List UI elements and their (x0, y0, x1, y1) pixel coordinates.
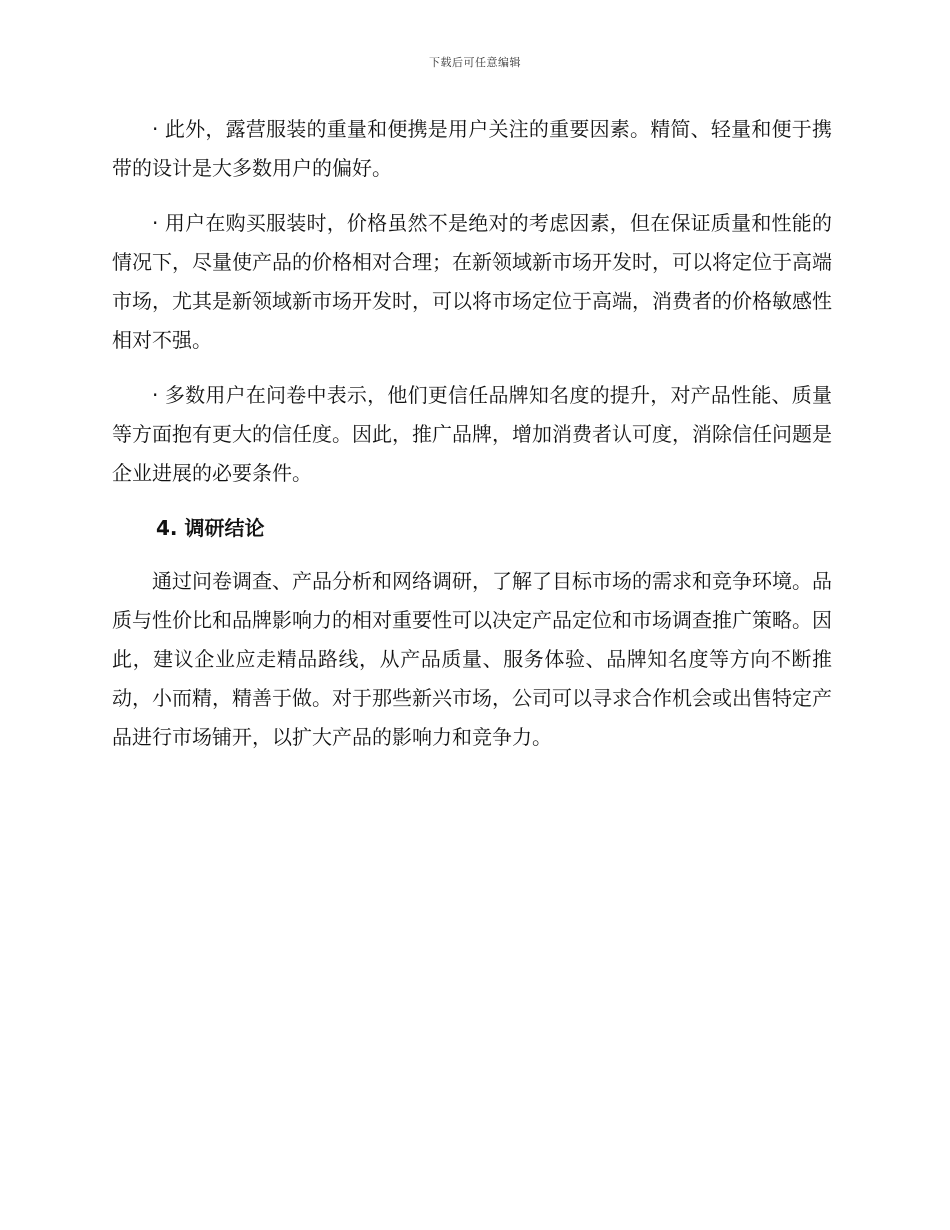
bullet-paragraph-brand-trust: · 多数用户在问卷中表示，他们更信任品牌知名度的提升，对产品性能、质量等方面抱有更大的信任度。因此，推广品牌，增加消费者认可度，消除信任问题是企业进展的必要条件。 (112, 383, 832, 485)
document-body (112, 110, 832, 773)
bullet-paragraph-weight: · 此外，露营服装的重量和便携是用户关注的重要因素。精简、轻量和便于携带的设计是大多数用户的偏好。 (112, 117, 832, 180)
bullet-paragraph-price: · 用户在购买服装时，价格虽然不是绝对的考虑因素，但在保证质量和性能的情况下，尽量使产品的价格相对合理；在新领域新市场开发时，可以将定位于高端市场，尤其是新领域新市场开发时，可以将市场定位于高端，消费者的价格敏感性相对不强。 (112, 211, 832, 352)
page-header: 下载后可任意编辑 (429, 56, 521, 69)
section-heading: 4. 调研结论 (156, 516, 265, 540)
conclusion-paragraph: 通过问卷调查、产品分析和网络调研，了解了目标市场的需求和竞争环境。品质与性价比和品牌影响力的相对重要性可以决定产品定位和市场调查推广策略。因此，建议企业应走精品路线，从产品质量、服务体验、品牌知名度等方向不断推动，小而精，精善于做。对于那些新兴市场，公司可以寻求合作机会或出售特定产品进行市场铺开，以扩大产品的影响力和竞争力。 (112, 569, 832, 749)
